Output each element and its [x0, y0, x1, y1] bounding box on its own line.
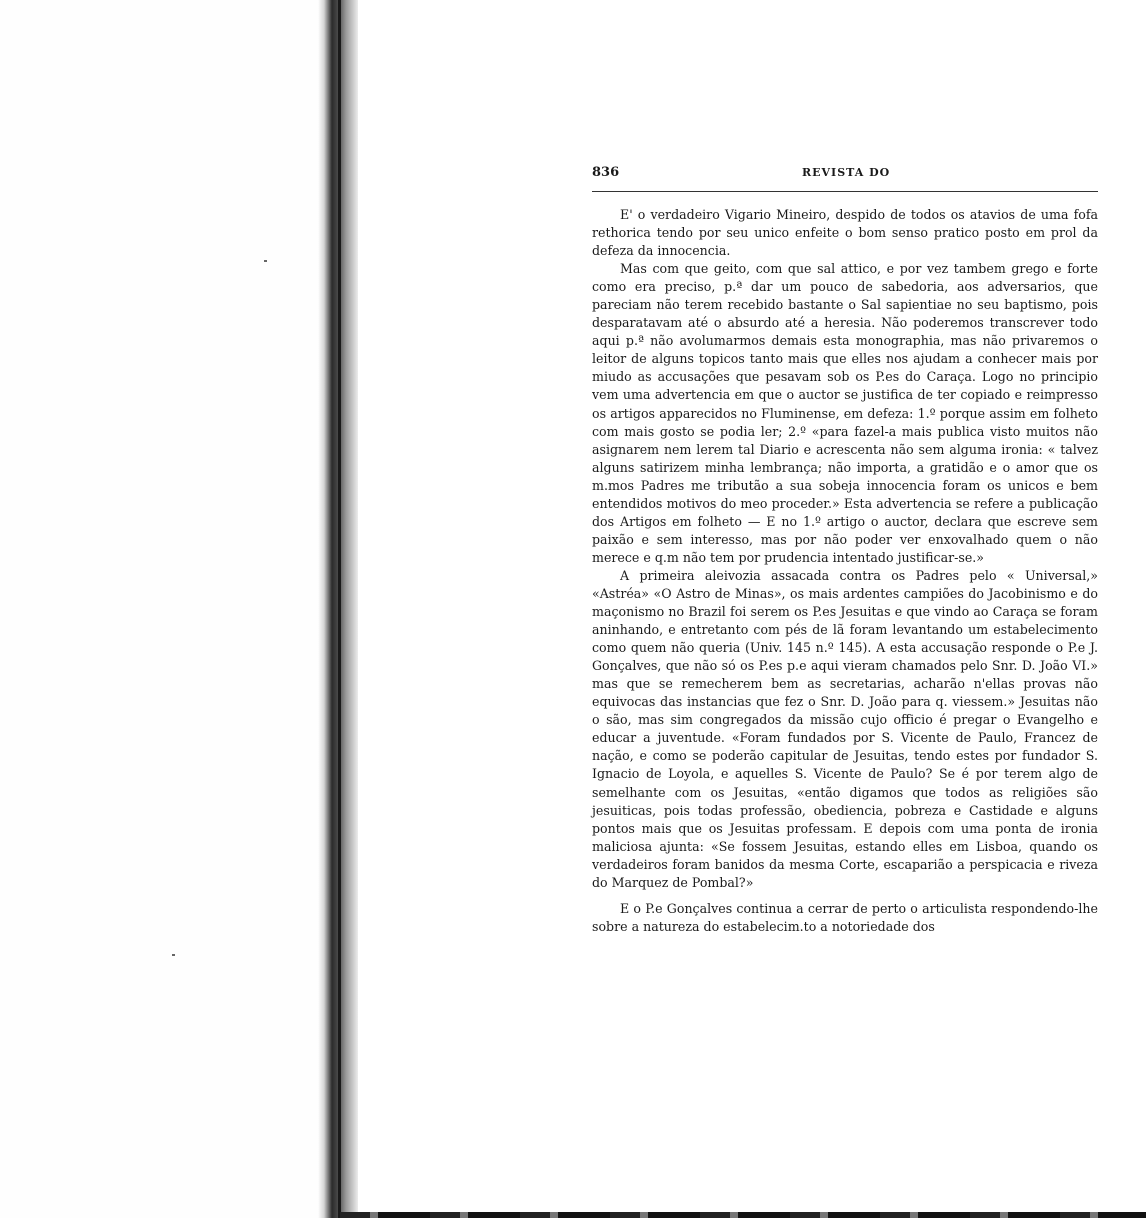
paper-speck	[264, 260, 267, 262]
page-number: 836	[592, 165, 620, 180]
page-header	[592, 165, 1098, 192]
paragraph: Mas com que geito, com que sal attico, e por vez tambem grego e forte como era preciso, p.ª dar um pouco de sabedoria, aos adversarios, que pareciam não terem recebido bastante o Sal sapientiae no seu baptismo, pois desparatavam até o absurdo até a heresia. Não poderemos transcrever todo aqui p.ª não avolumarmos demais esta monographia, mas não privaremos o leitor de alguns topicos tanto mais que elles nos ajudam a conhecer mais por miudo as accusações que pesavam sob os P.es do Caraça. Logo no principio vem uma advertencia em que o auctor se justifica de ter copiado e reimpresso os artigos apparecidos no Fluminense, em defeza: 1.º porque assim em folheto com mais gosto se podia ler; 2.º «para fazel-a mais publica visto muitos não asignarem nem lerem tal Diario e acrescenta não sem alguma ironia: « talvez alguns satirizem minha lembrança; não importa, a gratidão e o amor que os m.mos Padres me tributão a sua sobeja innocencia foram os unicos e bem entendidos motivos do meo proceder.» Esta advertencia se refere a publicação dos Artigos em folheto — E no 1.º artigo o auctor, declara que escreve sem paixão e sem interesso, mas por não poder ver enxovalhado quem o não merece e q.m não tem por prudencia intentado justificar-se.»	[592, 261, 1098, 565]
printed-page	[592, 165, 1098, 936]
book-gutter	[338, 0, 341, 1218]
page-body	[592, 206, 1098, 936]
paragraph: E o P.e Gonçalves continua a cerrar de perto o articulista respondendo-lhe sobre a natureza do estabelecim.to a notoriedade dos	[592, 900, 1098, 934]
paper-speck	[172, 954, 175, 956]
scan-bottom-edge	[340, 1212, 1146, 1218]
paragraph: A primeira aleivozia assacada contra os Padres pelo « Universal,» «Astréa» «O Astro de Minas», os mais ardentes campiões do Jacobinismo e do maçonismo no Brazil foi serem os P.es Jesuitas e que vindo ao Caraça se foram aninhando, e entretanto com pés de lã foram levantando um estabelecimento como quem não queria (Univ. 145 n.º 145). A esta accusação responde o P.e J. Gonçalves, que não só os P.es p.e aqui vieram chamados pelo Snr. D. João VI.» mas que se remecherem bem as secretarias, acharão n'ellas provas não equivocas das instancias que fez o Snr. D. João para q. viessem.» Jesuitas não o são, mas sim congregados da missão cujo officio é pregar o Evangelho e educar a juventude. «Foram fundados por S. Vicente de Paulo, Francez de nação, e como se poderão capitular de Jesuitas, tendo estes por fundador S. Ignacio de Loyola, e aquelles S. Vicente de Paulo? Se é por terem algo de semelhante com os Jesuitas, «então digamos que todos as religiões são jesuiticas, pois todas professão, obediencia, pobreza e Castidade e alguns pontos mais que os Jesuitas professam. E depois com uma ponta de ironia maliciosa ajunta: «Se fossem Jesuitas, estando elles em Lisboa, quando os verdadeiros foram banidos da mesma Corte, escaparião a perspicacia e riveza do Marquez de Pombal?»	[592, 567, 1098, 890]
paragraph: E' o verdadeiro Vigario Mineiro, despido de todos os atavios de uma fofa rethorica tendo por seu unico enfeite o bom senso pratico posto em prol da defeza da innocencia.	[592, 207, 1098, 259]
facing-blank-page	[0, 0, 318, 1218]
running-head: REVISTA DO	[802, 166, 891, 179]
